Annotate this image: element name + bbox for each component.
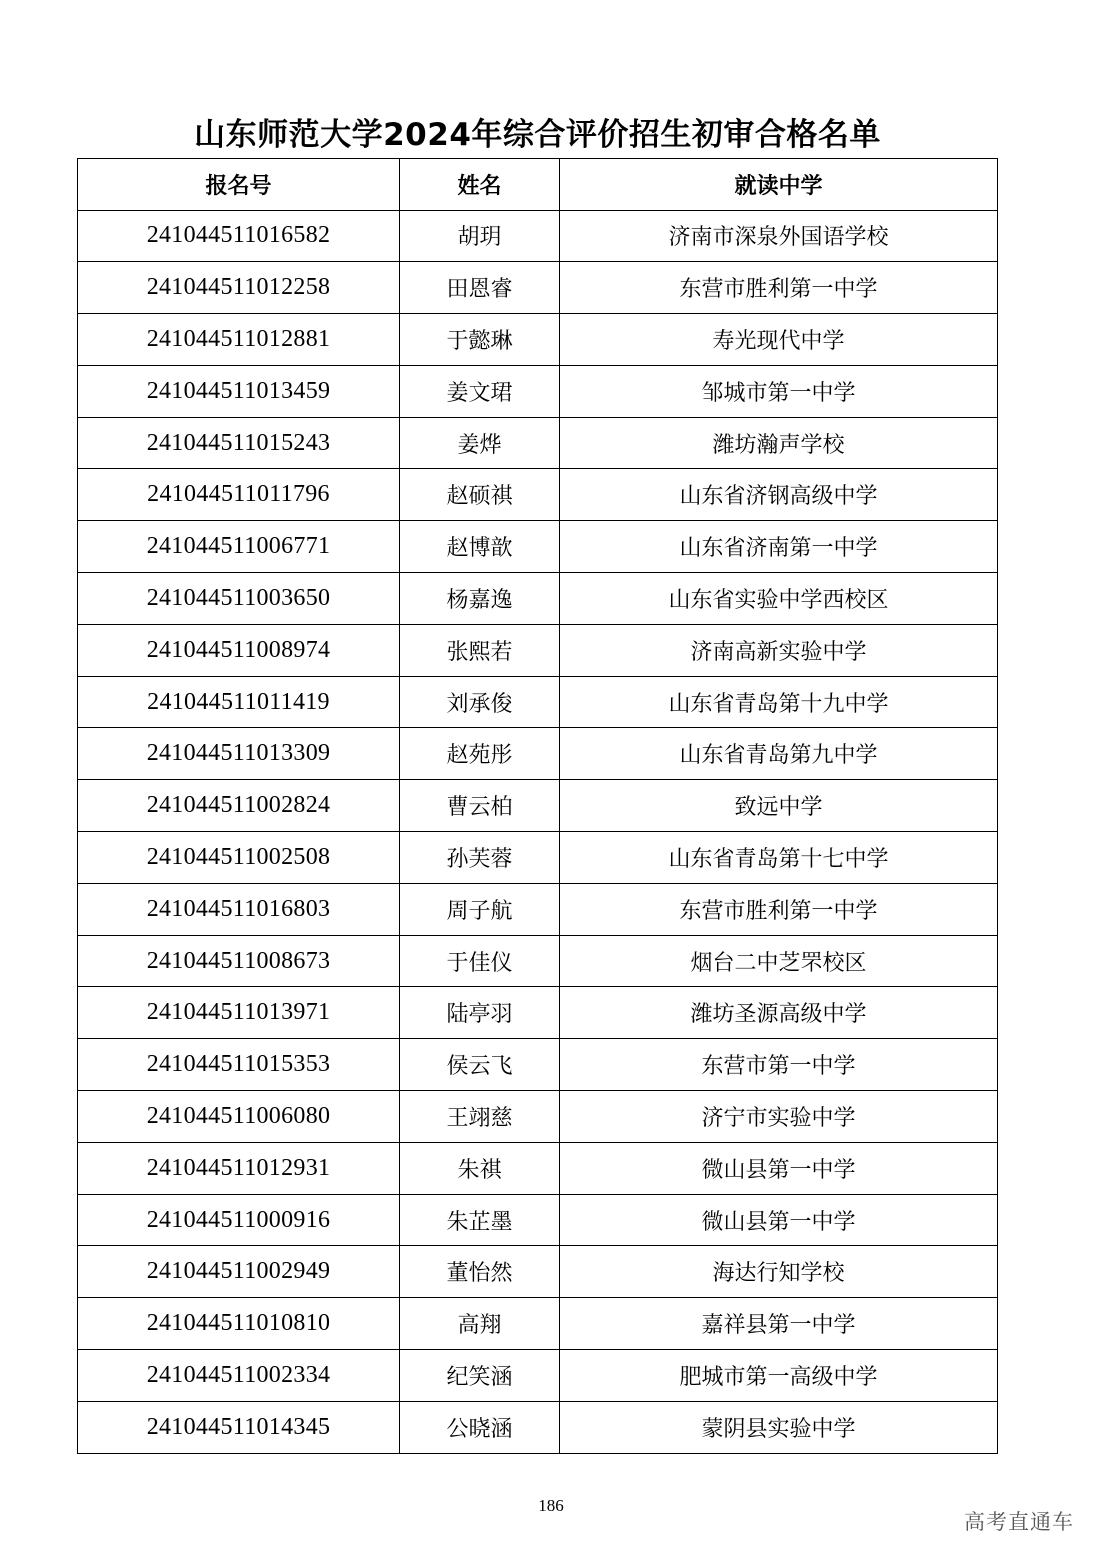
- student-name-cell: 田恩睿: [400, 262, 560, 314]
- school-name-cell: 山东省实验中学西校区: [560, 573, 998, 625]
- school-name-cell: 山东省青岛第九中学: [560, 728, 998, 780]
- registration-number-cell: 241044511012258: [78, 262, 400, 314]
- registration-number-cell: 241044511011796: [78, 469, 400, 521]
- registration-number-cell: 241044511010810: [78, 1298, 400, 1350]
- table-row: [78, 314, 998, 366]
- student-name-cell: 公晓涵: [400, 1401, 560, 1453]
- student-name-cell: 纪笑涵: [400, 1350, 560, 1402]
- student-name-cell: 杨嘉逸: [400, 573, 560, 625]
- table-body: [78, 210, 998, 1453]
- school-name-cell: 微山县第一中学: [560, 1142, 998, 1194]
- school-name-cell: 山东省青岛第十九中学: [560, 676, 998, 728]
- table-row: [78, 365, 998, 417]
- student-name-cell: 孙芙蓉: [400, 832, 560, 884]
- column-header-name: 姓名: [400, 159, 560, 211]
- school-name-cell: 潍坊圣源高级中学: [560, 987, 998, 1039]
- table-row: [78, 521, 998, 573]
- registration-number-cell: 241044511016582: [78, 210, 400, 262]
- registration-number-cell: 241044511015353: [78, 1039, 400, 1091]
- school-name-cell: 潍坊瀚声学校: [560, 417, 998, 469]
- registration-number-cell: 241044511015243: [78, 417, 400, 469]
- student-name-cell: 朱祺: [400, 1142, 560, 1194]
- student-name-cell: 高翔: [400, 1298, 560, 1350]
- student-name-cell: 侯云飞: [400, 1039, 560, 1091]
- table-row: [78, 832, 998, 884]
- table-row: [78, 1039, 998, 1091]
- student-name-cell: 王翊慈: [400, 1091, 560, 1143]
- school-name-cell: 寿光现代中学: [560, 314, 998, 366]
- school-name-cell: 济南市深泉外国语学校: [560, 210, 998, 262]
- registration-number-cell: 241044511011419: [78, 676, 400, 728]
- page-title: 山东师范大学2024年综合评价招生初审合格名单: [194, 117, 881, 153]
- school-name-cell: 山东省济南第一中学: [560, 521, 998, 573]
- table-row: [78, 883, 998, 935]
- table-row: [78, 210, 998, 262]
- column-header-school: 就读中学: [560, 159, 998, 211]
- table-row: [78, 469, 998, 521]
- student-name-cell: 姜文珺: [400, 365, 560, 417]
- student-name-cell: 董怡然: [400, 1246, 560, 1298]
- admission-list-table: [77, 158, 998, 1454]
- school-name-cell: 烟台二中芝罘校区: [560, 935, 998, 987]
- school-name-cell: 邹城市第一中学: [560, 365, 998, 417]
- registration-number-cell: 241044511002508: [78, 832, 400, 884]
- student-name-cell: 胡玥: [400, 210, 560, 262]
- school-name-cell: 济宁市实验中学: [560, 1091, 998, 1143]
- table-row: [78, 624, 998, 676]
- school-name-cell: 济南高新实验中学: [560, 624, 998, 676]
- student-name-cell: 张熙若: [400, 624, 560, 676]
- table-row: [78, 417, 998, 469]
- school-name-cell: 蒙阴县实验中学: [560, 1401, 998, 1453]
- registration-number-cell: 241044511002334: [78, 1350, 400, 1402]
- school-name-cell: 肥城市第一高级中学: [560, 1350, 998, 1402]
- registration-number-cell: 241044511013459: [78, 365, 400, 417]
- registration-number-cell: 241044511016803: [78, 883, 400, 935]
- page-number: 186: [538, 1496, 564, 1515]
- registration-number-cell: 241044511012931: [78, 1142, 400, 1194]
- watermark-logo: 高考直通车: [964, 1510, 1074, 1534]
- student-name-cell: 赵苑彤: [400, 728, 560, 780]
- student-name-cell: 刘承俊: [400, 676, 560, 728]
- student-name-cell: 于佳仪: [400, 935, 560, 987]
- school-name-cell: 山东省济钢高级中学: [560, 469, 998, 521]
- student-name-cell: 曹云柏: [400, 780, 560, 832]
- column-header-registration-number: 报名号: [78, 159, 400, 211]
- student-name-cell: 于懿琳: [400, 314, 560, 366]
- table-row: [78, 262, 998, 314]
- school-name-cell: 山东省青岛第十七中学: [560, 832, 998, 884]
- registration-number-cell: 241044511006771: [78, 521, 400, 573]
- school-name-cell: 东营市胜利第一中学: [560, 262, 998, 314]
- table-row: [78, 573, 998, 625]
- registration-number-cell: 241044511014345: [78, 1401, 400, 1453]
- table-row: [78, 987, 998, 1039]
- table-row: [78, 780, 998, 832]
- registration-number-cell: 241044511008673: [78, 935, 400, 987]
- student-name-cell: 赵硕祺: [400, 469, 560, 521]
- registration-number-cell: 241044511006080: [78, 1091, 400, 1143]
- student-name-cell: 姜烨: [400, 417, 560, 469]
- school-name-cell: 致远中学: [560, 780, 998, 832]
- school-name-cell: 微山县第一中学: [560, 1194, 998, 1246]
- school-name-cell: 东营市胜利第一中学: [560, 883, 998, 935]
- student-name-cell: 赵博歆: [400, 521, 560, 573]
- table-row: [78, 1194, 998, 1246]
- table-row: [78, 935, 998, 987]
- registration-number-cell: 241044511003650: [78, 573, 400, 625]
- table-row: [78, 1091, 998, 1143]
- table-row: [78, 1246, 998, 1298]
- table-row: [78, 1298, 998, 1350]
- registration-number-cell: 241044511002824: [78, 780, 400, 832]
- table-row: [78, 1401, 998, 1453]
- registration-number-cell: 241044511008974: [78, 624, 400, 676]
- registration-number-cell: 241044511002949: [78, 1246, 400, 1298]
- table-row: [78, 1350, 998, 1402]
- school-name-cell: 海达行知学校: [560, 1246, 998, 1298]
- student-name-cell: 陆亭羽: [400, 987, 560, 1039]
- table-row: [78, 728, 998, 780]
- registration-number-cell: 241044511013309: [78, 728, 400, 780]
- student-name-cell: 周子航: [400, 883, 560, 935]
- registration-number-cell: 241044511013971: [78, 987, 400, 1039]
- table-header-row: [78, 159, 998, 211]
- table-row: [78, 676, 998, 728]
- student-name-cell: 朱芷墨: [400, 1194, 560, 1246]
- school-name-cell: 东营市第一中学: [560, 1039, 998, 1091]
- table-row: [78, 1142, 998, 1194]
- school-name-cell: 嘉祥县第一中学: [560, 1298, 998, 1350]
- registration-number-cell: 241044511000916: [78, 1194, 400, 1246]
- registration-number-cell: 241044511012881: [78, 314, 400, 366]
